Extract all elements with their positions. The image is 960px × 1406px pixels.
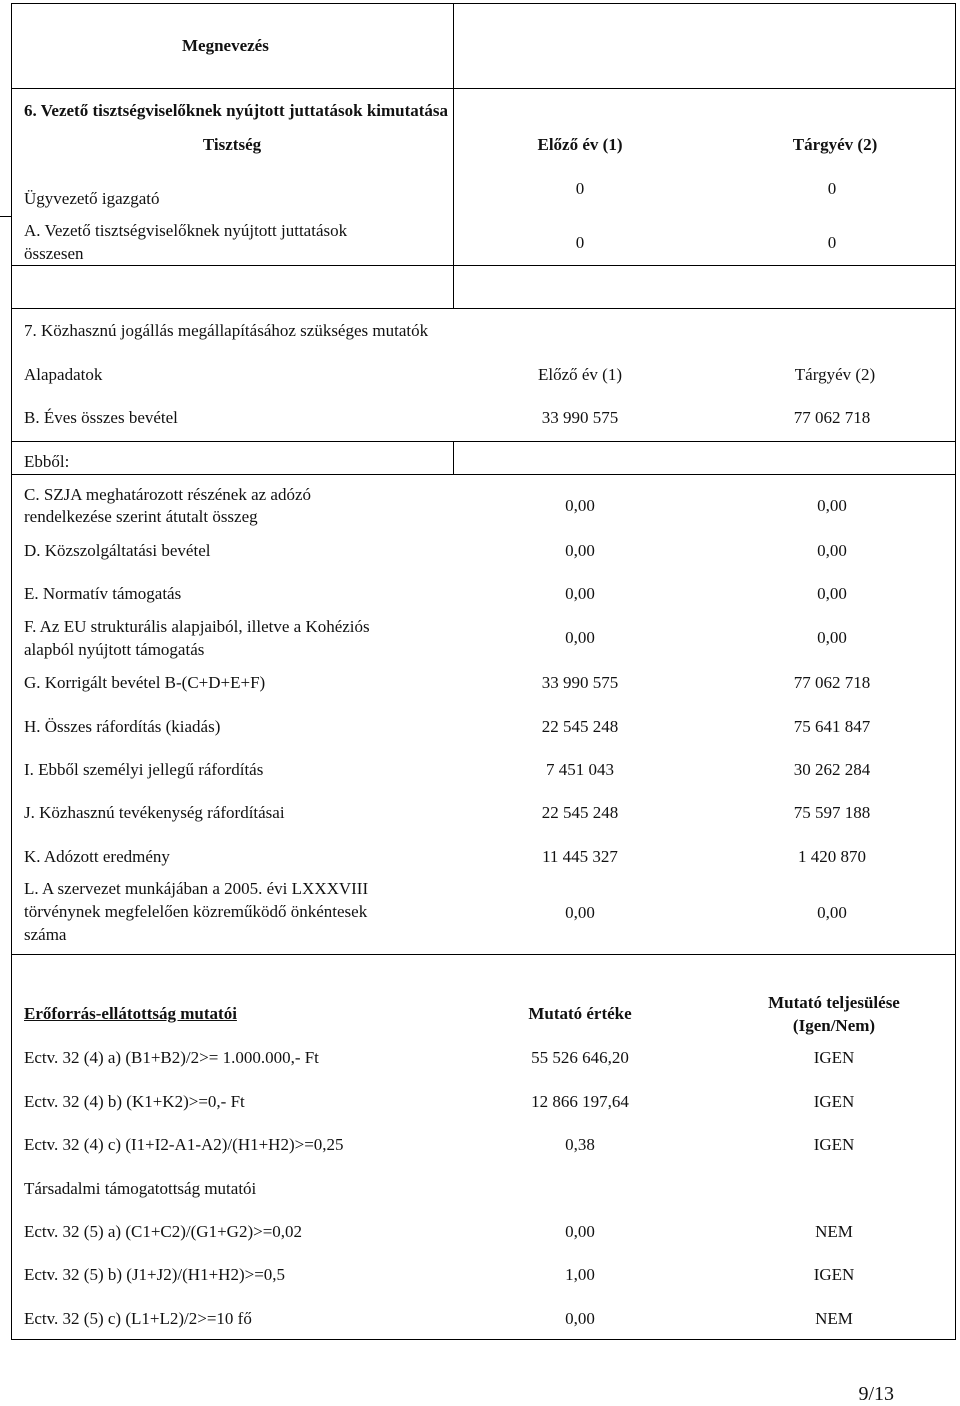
s6-head-curr: Tárgyév (2) [792, 135, 878, 154]
s7-row-prev: 7 451 043 [546, 760, 614, 779]
s6-row-curr: 0 [827, 179, 837, 198]
s7-head-curr: Tárgyév (2) [794, 365, 876, 384]
s7-head-prev: Előző év (1) [537, 365, 623, 384]
s7-row-curr: 1 420 870 [798, 847, 866, 866]
page-number: 9/13 [858, 1383, 894, 1405]
s7-row-label: Ebből: [24, 452, 70, 471]
ind-row-value: 0,00 [565, 1309, 595, 1328]
column-title: Megnevezés [182, 36, 269, 55]
ind-row-value: 0,38 [565, 1135, 595, 1154]
ind-row-ok: IGEN [813, 1092, 855, 1111]
s7-row-curr: 77 062 718 [793, 673, 871, 692]
s7-row-label: száma [24, 925, 67, 944]
s7-row-prev: 0,00 [565, 584, 595, 603]
ind-row-label: Ectv. 32 (4) a) (B1+B2)/2>= 1.000.000,- Ft [24, 1048, 319, 1067]
section-7-title: 7. Közhasznú jogállás megállapításához szükséges mutatók [24, 321, 429, 340]
ind-head-fulfil: (Igen/Nem) [792, 1016, 876, 1035]
s6-head-prev: Előző év (1) [537, 135, 623, 154]
s7-row-prev: 0,00 [565, 903, 595, 922]
s7-row-label: G. Korrigált bevétel B-(C+D+E+F) [24, 673, 266, 692]
s7-row-prev: 33 990 575 [541, 408, 619, 427]
s7-row-curr: 0,00 [817, 628, 847, 647]
s7-row-label: F. Az EU strukturális alapjaiból, illetve a Kohéziós [24, 617, 370, 636]
ind-row-label: Ectv. 32 (5) c) (L1+L2)/2>=10 fő [24, 1309, 252, 1328]
s7-row-label: B. Éves összes bevétel [24, 408, 178, 427]
s7-row-prev: 0,00 [565, 628, 595, 647]
s7-row-label: H. Összes ráfordítás (kiadás) [24, 717, 221, 736]
ind-head-fulfil: Mutató teljesülése [768, 993, 900, 1012]
s7-row-label: L. A szervezet munkájában a 2005. évi LXXXVIII [24, 879, 369, 898]
row-divider [0, 216, 12, 217]
ind-row-ok: IGEN [813, 1135, 855, 1154]
s7-row-curr: 75 641 847 [793, 717, 871, 736]
s7-row-prev: 22 545 248 [541, 717, 619, 736]
s7-row-curr: 77 062 718 [793, 408, 871, 427]
row-divider [11, 265, 956, 266]
row-divider [11, 441, 956, 442]
ind-row-value: 12 866 197,64 [531, 1092, 629, 1111]
ind-head-resources: Erőforrás-ellátottság mutatói [24, 1004, 237, 1023]
s7-row-label: K. Adózott eredmény [24, 847, 170, 866]
s6-row-label: Ügyvezető igazgató [24, 189, 160, 208]
ind-row-ok: IGEN [813, 1265, 855, 1284]
ind-row-value: 0,00 [565, 1222, 595, 1241]
s7-row-curr: 0,00 [817, 496, 847, 515]
s7-row-label: C. SZJA meghatározott részének az adózó [24, 485, 312, 504]
row-divider [11, 88, 956, 89]
s7-row-label: rendelkezése szerint átutalt összeg [24, 507, 258, 526]
s7-row-label: alapból nyújtott támogatás [24, 640, 205, 659]
ind-row-label: Ectv. 32 (5) a) (C1+C2)/(G1+G2)>=0,02 [24, 1222, 303, 1241]
ind-row-label: Ectv. 32 (4) b) (K1+K2)>=0,- Ft [24, 1092, 245, 1111]
row-divider [11, 308, 956, 309]
section-6-title: 6. Vezető tisztségviselőknek nyújtott juttatások kimutatása [24, 101, 449, 120]
ind-row-ok: NEM [815, 1222, 853, 1241]
s7-row-curr: 0,00 [817, 903, 847, 922]
s7-row-label: I. Ebből személyi jellegű ráfordítás [24, 760, 264, 779]
ind-row-value: 55 526 646,20 [531, 1048, 629, 1067]
s7-row-curr: 0,00 [817, 584, 847, 603]
ind-head-value: Mutató értéke [528, 1004, 632, 1023]
s7-row-prev: 0,00 [565, 496, 595, 515]
ind-row-label: Ectv. 32 (5) b) (J1+J2)/(H1+H2)>=0,5 [24, 1265, 286, 1284]
s7-row-prev: 33 990 575 [541, 673, 619, 692]
s7-row-curr: 75 597 188 [793, 803, 871, 822]
ind-row-ok: NEM [815, 1309, 853, 1328]
s6-row-prev: 0 [575, 179, 585, 198]
s6-row-curr: 0 [827, 233, 837, 252]
ind-row-value: 1,00 [565, 1265, 595, 1284]
s7-row-curr: 30 262 284 [793, 760, 871, 779]
s7-row-curr: 0,00 [817, 541, 847, 560]
s7-row-prev: 11 445 327 [542, 847, 618, 866]
column-divider [453, 3, 454, 308]
column-divider [453, 441, 454, 474]
s7-row-label: törvénynek megfelelően közreműködő önkéntesek [24, 902, 368, 921]
s6-row-label: A. Vezető tisztségviselőknek nyújtott juttatások [24, 221, 348, 240]
ind-row-ok: IGEN [813, 1048, 855, 1067]
ind-subhead: Társadalmi támogatottság mutatói [24, 1179, 257, 1198]
ind-row-label: Ectv. 32 (4) c) (I1+I2-A1-A2)/(H1+H2)>=0,25 [24, 1135, 344, 1154]
s7-row-prev: 0,00 [565, 541, 595, 560]
s7-row-label: J. Közhasznú tevékenység ráfordításai [24, 803, 285, 822]
s7-row-label: D. Közszolgáltatási bevétel [24, 541, 211, 560]
s6-row-prev: 0 [575, 233, 585, 252]
s6-head-tisztseg: Tisztség [202, 135, 262, 154]
row-divider [11, 954, 956, 955]
s6-row-label: összesen [24, 244, 84, 263]
row-divider [11, 474, 956, 475]
s7-row-label: E. Normatív támogatás [24, 584, 182, 603]
s7-row-prev: 22 545 248 [541, 803, 619, 822]
s7-head-alapadatok: Alapadatok [24, 365, 103, 384]
